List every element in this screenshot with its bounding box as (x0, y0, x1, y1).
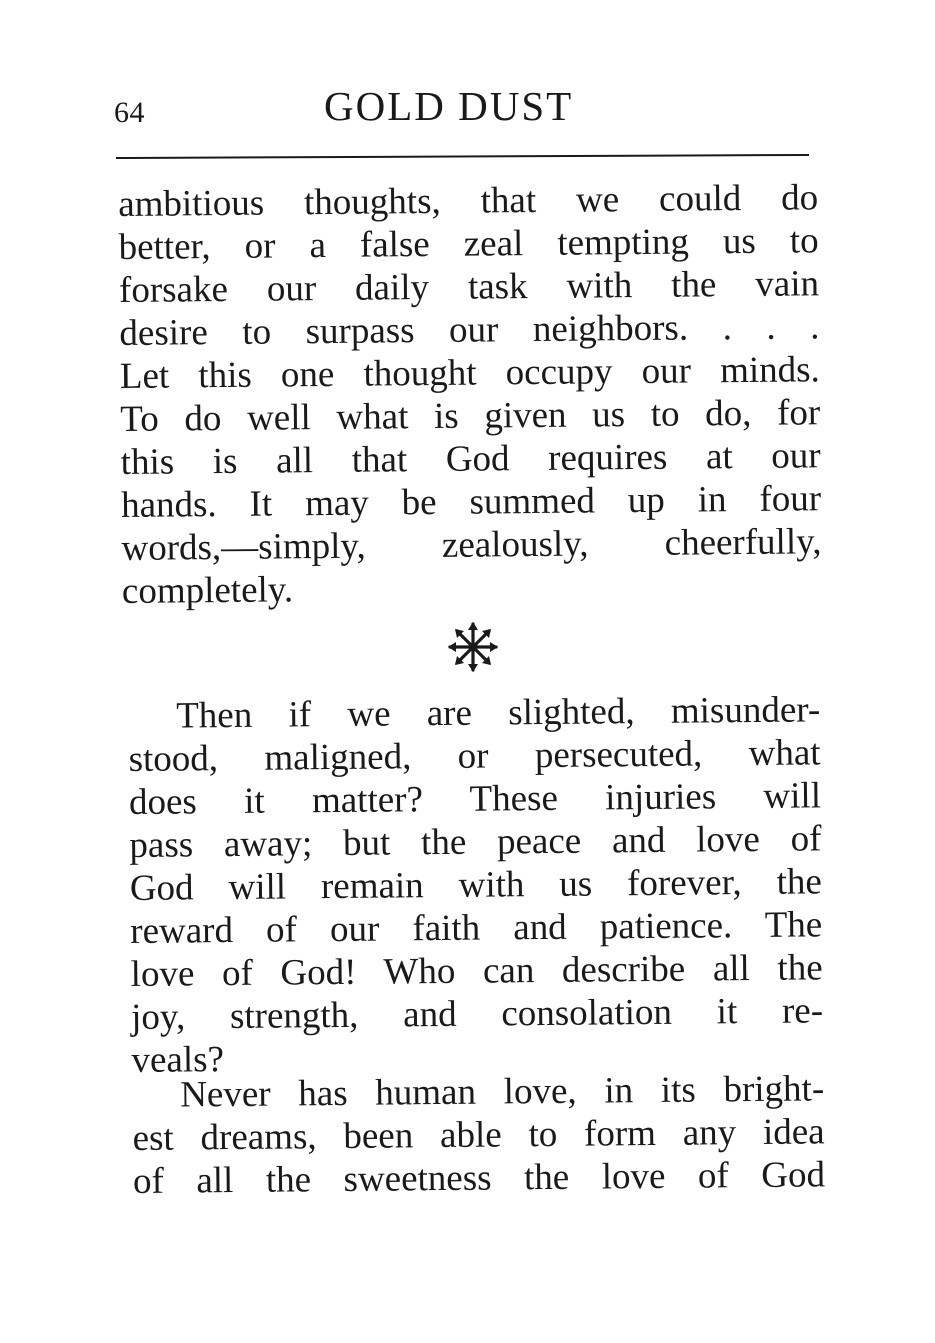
text-line: better, or a false zeal tempting us to (118, 220, 819, 268)
text-line: God will remain with us forever, the (129, 861, 823, 909)
text-line: Then if we are slighted, misunder- (176, 689, 821, 737)
paragraph (128, 688, 824, 1082)
text-line: hands. It may be summed up in four (120, 478, 822, 526)
text-line: love of God! Who can describe all the (130, 947, 823, 995)
text-line: this is all that God requires at our (120, 435, 821, 483)
text-line: est dreams, been able to form any idea (132, 1111, 825, 1159)
text-line: desire to surpass our neighbors. . . . (119, 306, 820, 354)
running-title: GOLD DUST (324, 83, 574, 129)
text-line: To do well what is given us to do, for (120, 392, 821, 440)
text-line: of all the sweetness the love of God (132, 1154, 826, 1202)
paragraph (132, 1067, 825, 1203)
text-line: ambitious thoughts, that we could do (118, 177, 819, 225)
header-rule (116, 154, 809, 159)
text-line: does it matter? These injuries will (128, 775, 822, 823)
paragraph-continued (118, 176, 822, 613)
text-line: pass away; but the peace and love of (129, 818, 822, 866)
text-line: forsake our daily task with the vain (118, 263, 820, 311)
page-number: 64 (114, 96, 145, 129)
text-line: completely. (121, 569, 294, 612)
text-line: reward of our faith and patience. The (130, 904, 823, 952)
text-line: joy, strength, and consolation it re- (130, 990, 824, 1038)
text-line: Never has human love, in its bright- (180, 1068, 825, 1116)
text-line: Let this one thought occupy our minds. (119, 349, 821, 397)
snowflake-ornament-icon (446, 620, 500, 674)
page-header (114, 78, 814, 138)
text-line: words,—simply, zealously, cheerfully, (121, 521, 822, 569)
text-line: veals? (131, 1039, 225, 1081)
text-line: stood, maligned, or persecuted, what (128, 732, 821, 780)
